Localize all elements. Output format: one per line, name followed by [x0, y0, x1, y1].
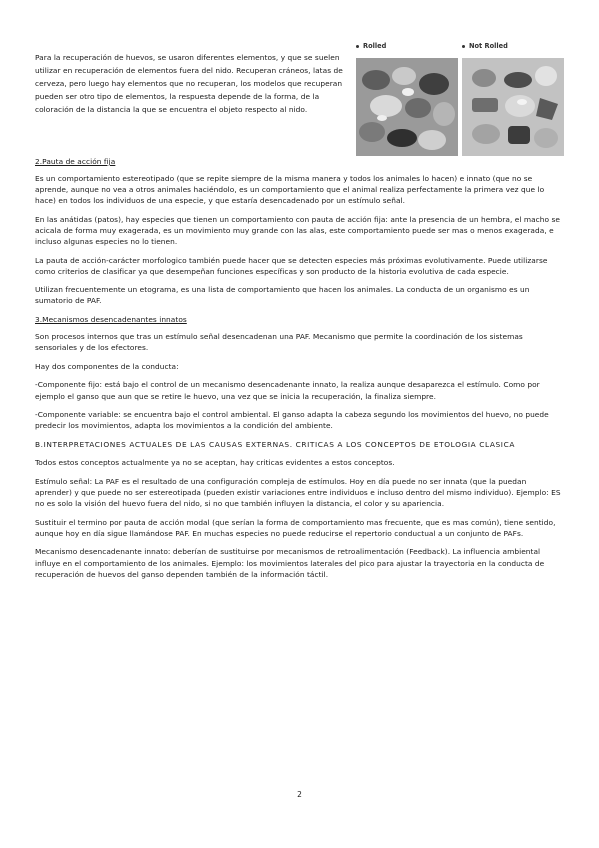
main-content [35, 156, 565, 587]
page-number: 2 [297, 790, 302, 799]
paragraph: En las anátidas (patos), hay especies que tienen un comportamiento con pauta de acción fija: ante la presencia de un hembra, el macho se acicala de forma muy exagerada, es un movimiento muy grande con las alas, este comportamiento puede ser mas o menos exagerada, e incluso algunas especies no lo tienen. [35, 214, 560, 247]
bullet-icon [356, 45, 359, 48]
rolled-label-container [356, 42, 386, 50]
paragraph: Es un comportamiento estereotipado (que se repite siempre de la misma manera y todos los animales lo hacen) e innato (que no se aprende, aunque no vea a otros animales haciéndolo, es un comportamiento que el animal realiza perfectamente la primera vez que lo hace) en todos los individuos de una especie, y que estaría desencadenado por un estímulo señal. [35, 174, 545, 206]
paragraph: Sustituir el termino por pauta de acción modal (que serían la forma de comportamiento mas frecuente, que es mas común), tiene sentido, aunque hoy en día sigue llamándose PAF. En muchas especies no puede reducirse el repertorio conductual a un conjunto de PAFs. [35, 517, 556, 538]
bullet-icon [462, 45, 465, 48]
section-heading: 2.Pauta de acción fija [35, 157, 116, 166]
paragraph: Mecanismo desencadenante innato: deberían de sustituirse por mecanismos de retroalimentación (Feedback). La influencia ambiental influye en el comportamiento de los animales. Ejemplo: los movimientos laterales del pico para ajustar la trayectoria en la conducta de recuperación de huevos del ganso dependen también de la información táctil. [35, 547, 545, 579]
section-heading: 3.Mecanismos desencadenantes innatos [35, 315, 187, 325]
paragraph: -Componente fijo: está bajo el control de un mecanismo desencadenante innato, la realiza aunque desaparezca el estímulo. Como por ejemplo el ganso que aun que se retire le huevo, una vez que se inicia la recuperación, la finaliza siempre. [35, 380, 540, 401]
intro-paragraph: Para la recuperación de huevos, se usaron diferentes elementos, y que se suelen utilizar en recuperación de elementos fuera del nido. Recuperan cráneos, latas de cerveza, pero luego hay elementos que no recuperan, los modelos que recuperan pueden ser otro tipo de elementos, la respuesta depende de la forma, de la coloración de la distancia la que se encuentra el objeto respecto al nido. [35, 53, 343, 114]
rolled-objects-photo [356, 58, 458, 156]
paragraph: La pauta de acción-carácter morfologico también puede hacer que se detecten especies más próximas evolutivamente. Puede utilizarse como criterios de clasificar ya que desempeñan funciones específicas y son producto de la historia evolutiva de cada especie. [35, 255, 548, 276]
not-rolled-label-container [462, 42, 508, 50]
paragraph: Hay dos componentes de la conducta: [35, 361, 179, 371]
paragraph: -Componente variable: se encuentra bajo el control ambiental. El ganso adapta la cabeza segundo los movimientos del huevo, no puede predecir los movimientos, adapta los movimientos a la condición del ambiente. [35, 410, 549, 431]
paragraph: Estímulo señal: La PAF es el resultado de una configuración compleja de estímulos. Hoy en día puede no ser innata (que la puedan aprender) y que puede no ser estereotipada (pueden existir variaciones entre individuos e incluso dentro del mismo individuo). Ejemplo: ES no es solo la visión del huevo fuera del nido, si no que también influyen la distancia, el color y su apariencia. [35, 476, 561, 509]
paragraph: Utilizan frecuentemente un etograma, es una lista de comportamiento que hacen los animales. La conducta de un organismo es un sumatorio de PAF. [35, 285, 530, 306]
section-title-caps: B.INTERPRETACIONES ACTUALES DE LAS CAUSAS EXTERNAS. CRITICAS A LOS CONCEPTOS DE ETOLOGIA CLASICA [35, 439, 515, 449]
not-rolled-objects-photo [462, 58, 564, 156]
eggs-figure [354, 42, 568, 160]
paragraph: Todos estos conceptos actualmente ya no se aceptan, hay criticas evidentes a estos conceptos. [35, 458, 395, 468]
not-rolled-label: Not Rolled [469, 42, 508, 50]
paragraph: Son procesos internos que tras un estímulo señal desencadenan una PAF. Mecanismo que permite la coordinación de los sistemas sensoriales y de los efectores. [35, 332, 523, 353]
rolled-label: Rolled [363, 42, 387, 50]
